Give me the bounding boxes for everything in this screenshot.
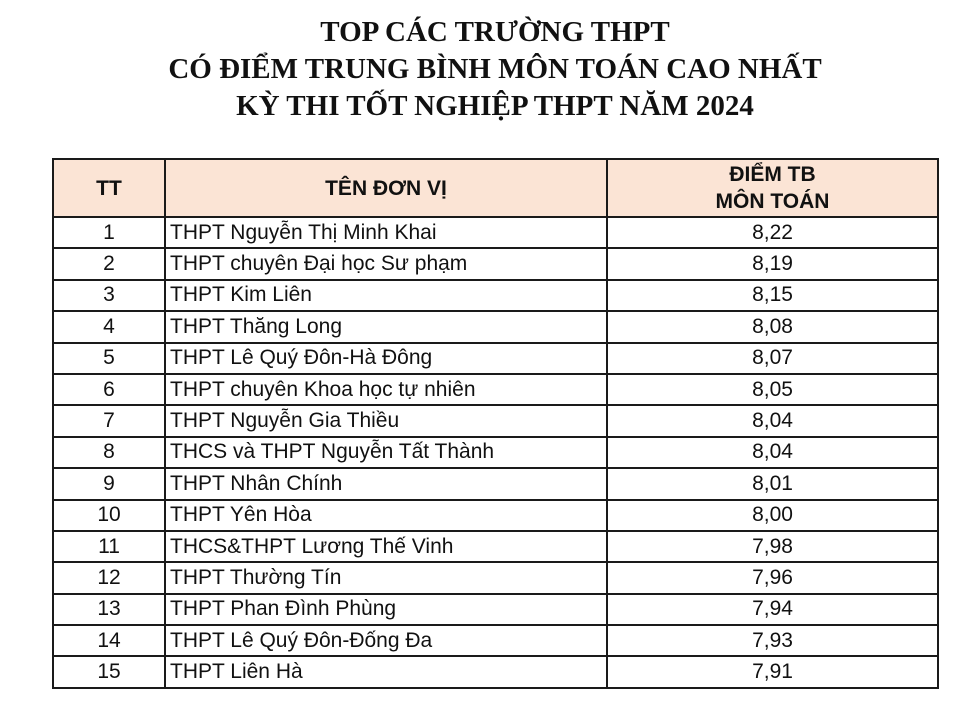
cell-tt: 6: [53, 374, 165, 405]
cell-score: 8,05: [607, 374, 938, 405]
table-row: [53, 656, 938, 687]
cell-score: 7,94: [607, 594, 938, 625]
header-score-line-1: ĐIỂM TB: [729, 163, 816, 186]
cell-score: 8,07: [607, 343, 938, 374]
cell-school-name: THPT Yên Hòa: [165, 500, 607, 531]
table-row: [53, 562, 938, 593]
cell-tt: 15: [53, 656, 165, 687]
table-row: [53, 437, 938, 468]
cell-school-name: THCS và THPT Nguyễn Tất Thành: [165, 437, 607, 468]
table-row: [53, 248, 938, 279]
cell-score: 8,15: [607, 280, 938, 311]
document-title: [0, 14, 960, 125]
header-tt: TT: [53, 159, 165, 217]
cell-tt: 11: [53, 531, 165, 562]
cell-tt: 3: [53, 280, 165, 311]
title-line-2: CÓ ĐIỂM TRUNG BÌNH MÔN TOÁN CAO NHẤT: [168, 53, 822, 85]
cell-tt: 7: [53, 405, 165, 436]
table-row: [53, 500, 938, 531]
cell-tt: 1: [53, 217, 165, 248]
cell-school-name: THPT Nguyễn Gia Thiều: [165, 405, 607, 436]
table-header: [53, 159, 938, 217]
table-row: [53, 217, 938, 248]
cell-tt: 13: [53, 594, 165, 625]
cell-score: 7,91: [607, 656, 938, 687]
title-line-1: TOP CÁC TRƯỜNG THPT: [320, 16, 670, 48]
ranking-table: [52, 158, 939, 689]
cell-tt: 8: [53, 437, 165, 468]
cell-score: 8,19: [607, 248, 938, 279]
header-score: [607, 159, 938, 217]
cell-school-name: THPT chuyên Khoa học tự nhiên: [165, 374, 607, 405]
cell-score: 8,04: [607, 405, 938, 436]
cell-tt: 4: [53, 311, 165, 342]
header-row: [53, 159, 938, 217]
cell-tt: 9: [53, 468, 165, 499]
title-line-3: KỲ THI TỐT NGHIỆP THPT NĂM 2024: [236, 90, 754, 122]
cell-school-name: THPT Lê Quý Đôn-Hà Đông: [165, 343, 607, 374]
table-row: [53, 625, 938, 656]
cell-school-name: THCS&THPT Lương Thế Vinh: [165, 531, 607, 562]
cell-tt: 12: [53, 562, 165, 593]
table-row: [53, 468, 938, 499]
table-row: [53, 594, 938, 625]
header-score-line-2: MÔN TOÁN: [715, 190, 830, 213]
cell-school-name: THPT chuyên Đại học Sư phạm: [165, 248, 607, 279]
cell-school-name: THPT Nhân Chính: [165, 468, 607, 499]
cell-score: 8,08: [607, 311, 938, 342]
table-row: [53, 311, 938, 342]
cell-tt: 10: [53, 500, 165, 531]
cell-tt: 2: [53, 248, 165, 279]
table-row: [53, 374, 938, 405]
cell-school-name: THPT Nguyễn Thị Minh Khai: [165, 217, 607, 248]
table-body: [53, 217, 938, 688]
table-row: [53, 405, 938, 436]
cell-score: 7,96: [607, 562, 938, 593]
cell-tt: 14: [53, 625, 165, 656]
cell-score: 8,22: [607, 217, 938, 248]
cell-school-name: THPT Kim Liên: [165, 280, 607, 311]
header-name: TÊN ĐƠN VỊ: [165, 159, 607, 217]
cell-score: 8,04: [607, 437, 938, 468]
cell-tt: 5: [53, 343, 165, 374]
table-row: [53, 280, 938, 311]
cell-score: 7,93: [607, 625, 938, 656]
cell-school-name: THPT Lê Quý Đôn-Đống Đa: [165, 625, 607, 656]
cell-school-name: THPT Thường Tín: [165, 562, 607, 593]
cell-school-name: THPT Thăng Long: [165, 311, 607, 342]
cell-score: 8,01: [607, 468, 938, 499]
cell-score: 8,00: [607, 500, 938, 531]
cell-score: 7,98: [607, 531, 938, 562]
table-row: [53, 531, 938, 562]
table-row: [53, 343, 938, 374]
cell-school-name: THPT Phan Đình Phùng: [165, 594, 607, 625]
cell-school-name: THPT Liên Hà: [165, 656, 607, 687]
